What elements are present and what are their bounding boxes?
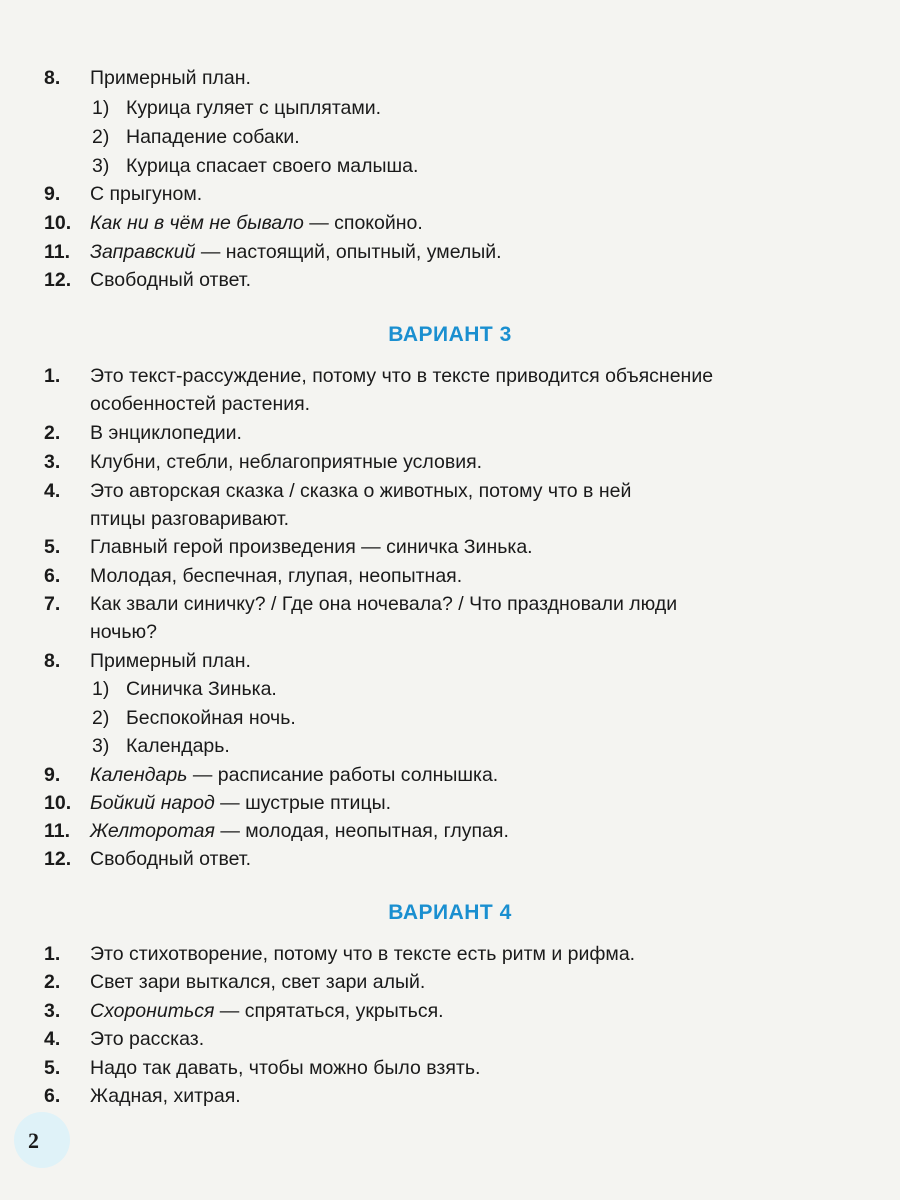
item-text: Свободный ответ.: [90, 269, 251, 291]
italic-phrase: Как ни в чём не бывало: [90, 212, 304, 234]
definition: — спокойно.: [303, 212, 423, 234]
item-text: Это рассказ.: [90, 1028, 205, 1050]
item-text: Свободный ответ.: [90, 848, 251, 870]
item-number: 4.: [44, 1028, 61, 1050]
item-number: 3.: [44, 1000, 61, 1022]
item-number: 9.: [44, 764, 61, 786]
item-number: 3.: [44, 451, 61, 473]
variant-4-heading: ВАРИАНТ 4: [388, 901, 512, 924]
italic-phrase: Бойкий народ: [90, 792, 215, 814]
plan-step-number: 2): [92, 707, 110, 729]
item-text-continued: птицы разговаривают.: [90, 508, 290, 530]
item-text: Свет зари выткался, свет зари алый.: [90, 971, 426, 993]
item-number: 8.: [44, 650, 61, 672]
item-text: [90, 819, 509, 843]
item-number: 2.: [44, 422, 61, 444]
item-number: 6.: [44, 565, 61, 587]
item-number: 10.: [44, 792, 72, 814]
italic-phrase: Календарь: [90, 764, 188, 786]
item-number: 12.: [44, 848, 72, 870]
item-number: 9.: [44, 183, 61, 205]
item-number: 4.: [44, 480, 61, 502]
item-text: [90, 240, 502, 264]
italic-phrase: Заправский: [90, 241, 196, 263]
item-number: 8.: [44, 67, 61, 89]
page-number-badge: [14, 1112, 70, 1168]
definition: — спрятаться, укрыться.: [214, 1000, 444, 1022]
item-text: С прыгуном.: [90, 183, 203, 205]
definition: — расписание работы солнышка.: [187, 764, 499, 786]
italic-phrase: Схорониться: [90, 1000, 215, 1022]
item-text: [90, 999, 444, 1023]
item-number: 11.: [44, 241, 71, 263]
item-text: Главный герой произведения — синичка Зинька.: [90, 536, 533, 558]
item-text: Жадная, хитрая.: [90, 1085, 241, 1107]
plan-step-number: 3): [92, 735, 110, 757]
item-number: 5.: [44, 536, 61, 558]
item-number: 6.: [44, 1085, 61, 1107]
item-text: Клубни, стебли, неблагоприятные условия.: [90, 451, 483, 473]
definition: — настоящий, опытный, умелый.: [195, 241, 502, 263]
definition: — молодая, неопытная, глупая.: [214, 820, 509, 842]
item-number: 11.: [44, 820, 71, 842]
item-number: 5.: [44, 1057, 61, 1079]
definition: — шустрые птицы.: [214, 792, 392, 814]
plan-step-number: 1): [92, 678, 110, 700]
plan-step-number: 3): [92, 155, 110, 177]
item-text: [90, 791, 391, 815]
item-number: 10.: [44, 212, 72, 234]
page-number: 2: [28, 1128, 39, 1153]
item-text: [90, 763, 498, 787]
plan-step-text: Курица гуляет с цыплятами.: [126, 97, 382, 119]
item-text-continued: ночью?: [90, 621, 157, 643]
item-number: 12.: [44, 269, 72, 291]
plan-step-number: 2): [92, 126, 110, 148]
item-text: Это текст-рассуждение, потому что в тексте приводится объяснение: [90, 365, 714, 387]
item-number: 1.: [44, 943, 61, 965]
plan-step-text: Курица спасает своего малыша.: [126, 155, 419, 177]
plan-step-text: Календарь.: [126, 735, 230, 757]
item-text: Это авторская сказка / сказка о животных, потому что в ней: [90, 480, 632, 502]
italic-phrase: Желторотая: [90, 820, 215, 842]
item-text-continued: особенностей растения.: [90, 393, 311, 415]
item-text: [90, 211, 423, 235]
item-text: Надо так давать, чтобы можно было взять.: [90, 1057, 481, 1079]
item-text: Примерный план.: [90, 650, 251, 672]
variant-3-heading: ВАРИАНТ 3: [388, 323, 512, 346]
plan-step-number: 1): [92, 97, 110, 119]
item-text: В энциклопедии.: [90, 422, 242, 444]
plan-step-text: Синичка Зинька.: [126, 678, 277, 700]
item-number: 7.: [44, 593, 61, 615]
item-text: Примерный план.: [90, 67, 251, 89]
item-text: Это стихотворение, потому что в тексте есть ритм и рифма.: [90, 943, 636, 965]
item-number: 2.: [44, 971, 61, 993]
item-text: Молодая, беспечная, глупая, неопытная.: [90, 565, 463, 587]
item-number: 1.: [44, 365, 61, 387]
plan-step-text: Нападение собаки.: [126, 126, 300, 148]
plan-step-text: Беспокойная ночь.: [126, 707, 296, 729]
item-text: Как звали синичку? / Где она ночевала? / Что праздновали люди: [90, 593, 678, 615]
